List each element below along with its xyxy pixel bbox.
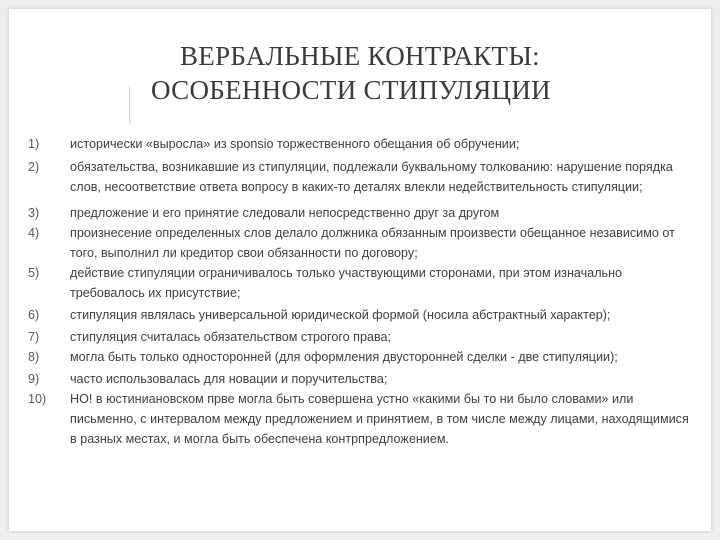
item-text: произнесение определенных слов делало должника обязанным произвести обещанное независимо от того, выполнил ли кредитор свои обязанности по договору; — [70, 226, 675, 260]
list-item — [28, 203, 698, 223]
list-item — [28, 305, 698, 325]
item-number: 5) — [28, 266, 40, 280]
item-number: 8) — [28, 350, 40, 364]
list-item — [28, 134, 698, 154]
item-text: предложение и его принятие следовали непосредственно друг за другом — [70, 206, 500, 220]
list-item — [28, 369, 698, 389]
slide — [9, 9, 711, 531]
list-item — [28, 157, 698, 197]
title-line-2: ОСОБЕННОСТИ СТИПУЛЯЦИИ — [151, 75, 551, 105]
list-item — [28, 263, 698, 303]
title-line-1: ВЕРБАЛЬНЫЕ КОНТРАКТЫ: — [179, 41, 540, 71]
item-text: могла быть только односторонней (для оформления двусторонней сделки - две стипуляции); — [70, 350, 618, 364]
item-text: стипуляция являлась универсальной юридической формой (носила абстрактный характер); — [70, 308, 611, 322]
item-number: 6) — [28, 308, 40, 322]
item-text: стипуляция считалась обязательством строгого права; — [70, 330, 392, 344]
item-number: 3) — [28, 206, 40, 220]
item-number: 2) — [28, 160, 40, 174]
item-number: 1) — [28, 137, 40, 151]
list-item — [28, 389, 698, 449]
item-number: 9) — [28, 372, 40, 386]
list-item — [28, 327, 698, 347]
item-number: 4) — [28, 226, 40, 240]
item-text: обязательства, возникавшие из стипуляции, подлежали буквальному толкованию: нарушение порядка слов, несоответствие ответа вопросу в каких-то деталях влекли недействительность стипуляции; — [70, 160, 673, 194]
item-number: 7) — [28, 330, 40, 344]
item-text: действие стипуляции ограничивалось только участвующими сторонами, при этом изначально требовалось их присутствие; — [70, 266, 623, 300]
item-number: 10) — [28, 392, 47, 406]
item-text: часто использовалась для новации и поручительства; — [70, 372, 388, 386]
item-text: НО! в юстиниановском прве могла быть совершена устно «какими бы то ни было словами» или письменно, с интервалом между предложением и принятием, в том числе между лицами, находящимися в разных местах, и могла быть обеспечена контрпредложением. — [70, 392, 689, 446]
list-item — [28, 223, 698, 263]
list-item — [28, 347, 698, 367]
slide-title — [9, 39, 711, 107]
numbered-list — [28, 134, 698, 449]
item-text: исторически «выросла» из sponsio торжественного обещания об обручении; — [70, 137, 520, 151]
